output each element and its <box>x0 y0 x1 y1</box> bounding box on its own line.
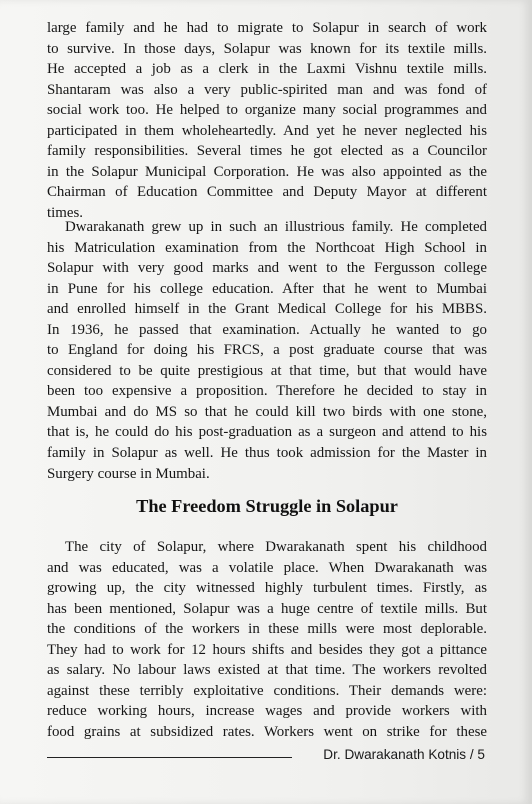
body-paragraph-1 <box>47 18 487 223</box>
text-line: Solapur with very good marks and went to the Fergusson college <box>47 260 487 277</box>
body-paragraph-2 <box>47 217 487 484</box>
text-line: as salary. No labour laws existed at that time. The workers revolted <box>47 662 487 679</box>
body-paragraph-3 <box>47 537 487 742</box>
text-line: Mumbai and do MS so that he could kill two birds with one stone, <box>47 403 487 420</box>
text-line: and enrolled himself in the Grant Medical College for his MBBS. <box>47 301 487 318</box>
text-line: that is, he could do his post-graduation as a surgeon and attend to his <box>47 424 487 441</box>
text-line: growing up, the city witnessed highly turbulent times. Firstly, as <box>47 580 487 597</box>
text-line: has been mentioned, Solapur was a huge centre of textile mills. But <box>47 600 487 617</box>
running-footer: Dr. Dwarakanath Kotnis / 5 <box>323 747 485 762</box>
text-line: to survive. In those days, Solapur was known for its textile mills. <box>47 40 487 57</box>
text-line: against these terribly exploitative conditions. Their demands were: <box>47 682 487 699</box>
text-line: food grains at subsidized rates. Workers went on strike for these <box>47 723 487 740</box>
text-line: Chairman of Education Committee and Deputy Mayor at different <box>47 184 487 201</box>
footer-divider <box>47 757 292 758</box>
text-line: Surgery course in Mumbai. <box>47 465 210 482</box>
text-line: participated in them wholeheartedly. And yet he never neglected his <box>47 122 487 139</box>
text-line: large family and he had to migrate to Solapur in search of work <box>47 20 487 36</box>
text-line: to England for doing his FRCS, a post graduate course that was <box>47 342 487 359</box>
text-line: reduce working hours, increase wages and provide workers with <box>47 703 487 720</box>
text-line: family in Solapur as well. He thus took admission for the Master in <box>47 445 487 462</box>
text-line: family responsibilities. Several times he got elected as a Councilor <box>47 143 487 160</box>
text-line: Dwarakanath grew up in such an illustrious family. He completed <box>65 219 487 235</box>
text-line: He accepted a job as a clerk in the Laxmi Vishnu textile mills. <box>47 61 487 78</box>
text-line: Shantaram was also a very public-spirited man and was fond of <box>47 81 487 98</box>
text-line: his Matriculation examination from the Northcoat High School in <box>47 239 487 256</box>
text-line: in the Solapur Municipal Corporation. He was also appointed as the <box>47 163 487 180</box>
text-line: been too expensive a proposition. Therefore he decided to stay in <box>47 383 487 400</box>
text-line: In 1936, he passed that examination. Actually he wanted to go <box>47 321 487 338</box>
text-line: the conditions of the workers in these mills were most deplorable. <box>47 621 487 638</box>
text-line: They had to work for 12 hours shifts and besides they got a pittance <box>47 641 487 658</box>
text-line: times. <box>47 204 83 221</box>
text-line: The city of Solapur, where Dwarakanath spent his childhood <box>65 539 487 555</box>
text-line: considered to be quite prestigious at that time, but that would have <box>47 362 487 379</box>
section-heading: The Freedom Struggle in Solapur <box>136 496 398 516</box>
text-line: and was educated, was a volatile place. When Dwarakanath was <box>47 559 487 576</box>
text-line: in Pune for his college education. After that he went to Mumbai <box>47 280 487 297</box>
text-line: social work too. He helped to organize many social programmes and <box>47 102 487 119</box>
